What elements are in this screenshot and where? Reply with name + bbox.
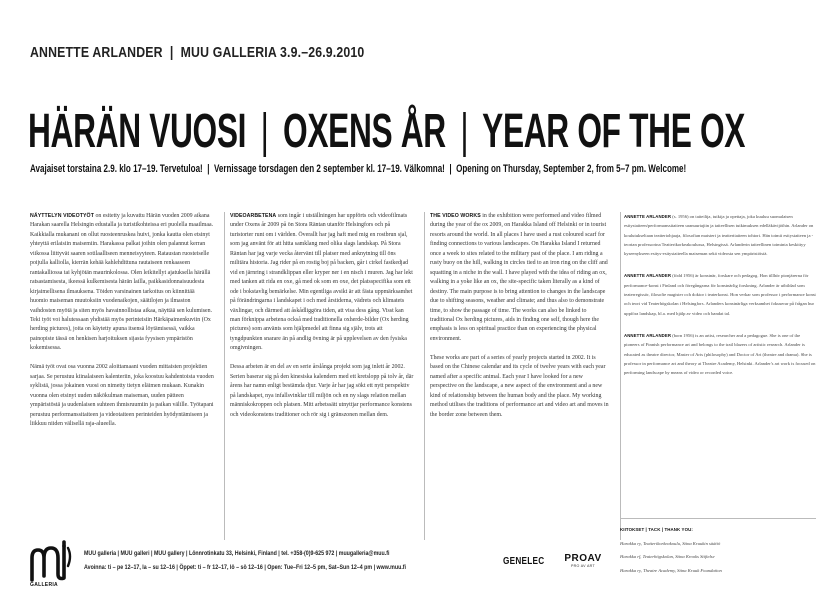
text-columns xyxy=(30,212,816,540)
column-swedish xyxy=(230,212,414,429)
subtitle-separator: | xyxy=(204,163,212,175)
bio-finnish xyxy=(624,212,816,258)
opening-fi: Avajaiset torstaina 2.9. klo 17–19. Tervetuloa! xyxy=(30,163,203,175)
bio-lead: ANNETTE ARLANDER xyxy=(624,273,672,279)
sponsor-proav-name: PROAV xyxy=(564,553,602,564)
column-biographies xyxy=(624,212,816,390)
paragraph-text: on esitetty ja kuvattu Härän vuoden 2009 aikana Harakan saarella Helsingin edustalla ja turistikohteissa eri puolella maailmaa. Kaikkialla mukanani on ollut ruosteenruskea huivi, jonka kautta olen etsinyt yhteyttä erilaisiin maisemiin. Harakassa palkat joihin olen palannut kerran viikossa liittyvät saaren sotilaalliseen menneisyyteen. Rataustan ruosteiselle poijulla kalliolla, kierrän kehää kahlehdittuna rautaiseen renkaaseen rantakalliossa tai kyhjötän maurinkolossa. Olen leikitellyt ajatuksella härällä ratsastamisesta, ikeessä kulkemisesta härän lailla, paikkasidonnaisuudesta kirjaimellisena ilmauksena. Töiden varsinainen tarkoitus on kiinnittää huomio maiseman muutoksiin vuodenaikojen, säätilojen ja ilmaston vaihdosten myötä ja siten myös havainnollistaa aikaa, näyttää sen kulumisen. Teki työt voi halutessaan yhdistää myös perinteisiin Härkäpaimenkuviin (Ox herding pictures), joita on käytetty apuna itsensä löytämisessä, vaikka painopiste tässä on henkisen harjoituksen sijasta fyysisen ympäristön kokemisessa. xyxy=(30,213,214,352)
gallery-dates: MUU GALLERIA 3.9.–26.9.2010 xyxy=(180,44,365,61)
footer-hours: Avoinna: ti – pe 12–17, la – su 12–16 | Öppet: ti – fr 12–17, lö – sö 12–16 | Open: Tue–Fri 12–5 pm, Sat–Sun 12–4 pm | www.muu.fi xyxy=(84,564,407,571)
footer-contact: MUU galleria | MUU galleri | MUU gallery | Lönnrotinkatu 33, Helsinki, Finland | tel. +358-(0)9-625 972 | muugalleria@muu.fi xyxy=(84,550,390,557)
paragraph: Nämä työt ovat osa vuonna 2002 aloittamaani vuoden mittaisten projektien sarjaa. Se perustuu kiinalaiseen kalenteriin, joka koostuu kahdentoista vuoden syklistä, jossa jokainen vuosi on nimetty tietyn eläimen mukaan. Kunakin vuonna olen etsinyt uuden näkökulman maiseman, uuden pätteen ympäristöstä ja uudenlaisen suhteen ihmisruumiin ja paikan välille. Työtapani perustuu performanssitaiteen ja videotaiteen perinteiden hyödyntämiseen ja liikkuu niiden välisellä raja-alueella. xyxy=(30,364,214,427)
paragraph: Dessa arbeten är en del av en serie årslånga projekt som jag inlett år 2002. Serien baserar sig på den kinesiska kalendern med ett kretslopp på tolv år, där årens har namn enligt bestämda djur. Varje år har jag sökt ett nytt perspektiv på landskapet, nya infallsvinklar till miljön och en ny slags relation mellan människokroppen och platsen. Mitt arbetssätt utnyttjar performance konstens och videokonstens traditioner och rör sig i gränszonen mellan dem. xyxy=(230,364,414,418)
sponsor-proav xyxy=(561,553,605,568)
bio-text: (s. 1956) on taiteilija, tutkija ja opettaja, joka kuuluu suomalaisen esitystaiteen/performanssitaiteen uranuurtajiin ja taiteellisen tutkimuksen edelläkävijöihin. Arlander on koulutukseltaan teatteriohjaaja, filosofian maisteri ja teatteritaiteen tohtori. Hän toimii esitystaiteen ja -teorian professorina Teatterikorkeakoulussa, Helsingissä. Arlanderin taiteellinen toiminta keskittyy kyseenykseen esitys-esitystaiteella maiseman sekä videosta sen ympäristöistä. xyxy=(624,214,814,257)
subtitle-separator: | xyxy=(447,163,454,175)
opening-info xyxy=(30,163,686,175)
thanks-item: Harakka ry, Theatre Academy, Stina Kruuk Foundation xyxy=(620,567,722,573)
sponsor-genelec: GENELEC xyxy=(503,556,545,567)
paragraph-lead: THE VIDEO WORKS xyxy=(430,213,481,219)
thanks-item: Harakka ry, Teatterikorkeakoulu, Stina Kruukin säätiö xyxy=(620,540,721,546)
title-sv: OXENS ÅR xyxy=(283,105,446,158)
title-fi: HÄRÄN VUOSI xyxy=(28,105,247,158)
bio-swedish xyxy=(624,271,816,317)
page-title xyxy=(28,105,746,158)
title-en: YEAR OF THE OX xyxy=(482,105,746,158)
thanks-label: KIITOKSET | TACK | THANK YOU: xyxy=(620,527,693,532)
bio-english xyxy=(624,331,816,377)
header-separator: | xyxy=(166,44,178,61)
muu-logo-icon xyxy=(28,536,76,586)
acknowledgements xyxy=(620,523,816,577)
paragraph xyxy=(30,212,214,354)
bio-lead: ANNETTE ARLANDER xyxy=(624,332,672,338)
opening-en: Opening on Thursday, September 2, from 5–7 pm. Welcome! xyxy=(456,163,687,175)
opening-sv: Vernissage torsdagen den 2 september kl. 17–19. Välkomna! xyxy=(213,163,445,175)
header-line xyxy=(30,44,364,61)
paragraph xyxy=(430,212,610,344)
paragraph xyxy=(230,212,414,354)
paragraph-lead: VIDEOARBETENA xyxy=(230,213,277,219)
bio-lead: ANNETTE ARLANDER xyxy=(624,214,672,219)
paragraph-lead: NÄYTTELYN VIDEOTYÖT xyxy=(30,213,94,219)
sponsor-proav-tagline: PRO AV ART xyxy=(570,564,596,568)
paragraph-text: som ingår i utställningen har uppförts och videofilmats under Oxens år 2009 på ön Stora Räntan utanför Helsingfors och på turistorter runt om i världen. Överallt har jag haft med mig en rostbrun sjal, som jag använt för att hitta samklang med olika slags landskap. På Stora Räntan har jag varje vecka återvänt till platser med anknytning till öns militära historia. Jag rider på en rostig boj på backen, går i cirkel fastkedjad vid en järnring i strandklippan eller kryper ner i en nisch i muren. Jag har lekt med tanken att rida en oxe, gå med ok som en oxe, det platsspecifika som ett ode i bokstavlig bemärkelse. Min egentliga avsikt är att fästa uppmärksamhet på förändringarna i landskapet i och med årstiderna, vädrets och klimatets växlingar, och därmed att åskådliggöra tiden, att visa dess gång. Visst kan man förknippa arbetena också med traditionella oxherde-bilder (Ox herding pictures) som använts som hjälpmedel att finna sig själv, trots att tyngdpunkten snarare än på andlig övning är på upplevelsen av den fysiska omgivningen. xyxy=(230,213,413,352)
paragraph: These works are part of a series of yearly projects started in 2002. It is based on the Chinese calendar and its cycle of twelve years with each year named after a specific animal. Each year I have looked for a new perspective on the landscape, a new aspect of the environment and a new kind of relationship between the human body and the place. My working method utilises the traditions of performance art and video art and moves in the border zone between them. xyxy=(430,354,609,418)
title-separator: | xyxy=(454,105,475,158)
column-finnish xyxy=(30,212,214,439)
bio-text: (born 1956) is an artist, researcher and a pedagogue. She is one of the pioneers of Finnish performance art and belongs to the trail blazers of artistic research. Arlander is educated as theatre director, Master of Arts (philosophy) and Doctor of Art (theatre and drama). She is professor in performance art and theory at Theatre Academy, Helsinki. Arlander's art work is focused on performing landscape by means of video or recorded voice. xyxy=(624,332,816,376)
logo-caption: GALLERIA xyxy=(30,582,58,588)
thanks-item: Harakka rf, Teaterhögskolan, Stina Krooks Stiftelse xyxy=(620,554,715,559)
title-separator: | xyxy=(254,105,275,158)
artist-name: ANNETTE ARLANDER xyxy=(30,44,163,61)
paragraph-text: in the exhibition were performed and video filmed during the year of the ox 2009, on Harakka Island off Helsinki or in tourist resorts around the world. In all places I have used a rust coloured scarf for finding connections to various landscapes. On Harakka Island I returned once a week to sites related to the military past of the place. I am riding a rusty buoy on the hill, walking in circles tied to an iron ring on the cliff and squatting in a niche in the wall. I have played with the idea of riding an ox, walking in a yoke like an ox, the site-specific taken literally as a kind of destiny. The main purpose is to bring attention to changes in the landscape due to shifting seasons, weather and climate; and thus also to demonstrate time, to show the passage of time. The works can also be linked to traditional Ox herding pictures, aids in finding one self, though here the emphasis is less on spiritual practice than on experiencing the physical environment. xyxy=(430,213,608,342)
thanks-divider xyxy=(620,518,816,519)
bio-text: (född 1956) är konstnär, forskare och pedagog. Hon tillhör pionjärerna för performance-konst i Finland och föregångarna för konstnärlig forskning. Arlander är utbildad som teaterregissör, filosofie magister och doktor i teaterkonst. Hon verkar som professor i performance konst och teori vid Teaterhögskolan i Helsingfors. Arlanders konstnärliga verksamhet fokuserar på frågan hur uppföra landskap, bl.a. med hjälp av video och bandat tal. xyxy=(624,273,816,316)
column-english xyxy=(430,212,610,429)
